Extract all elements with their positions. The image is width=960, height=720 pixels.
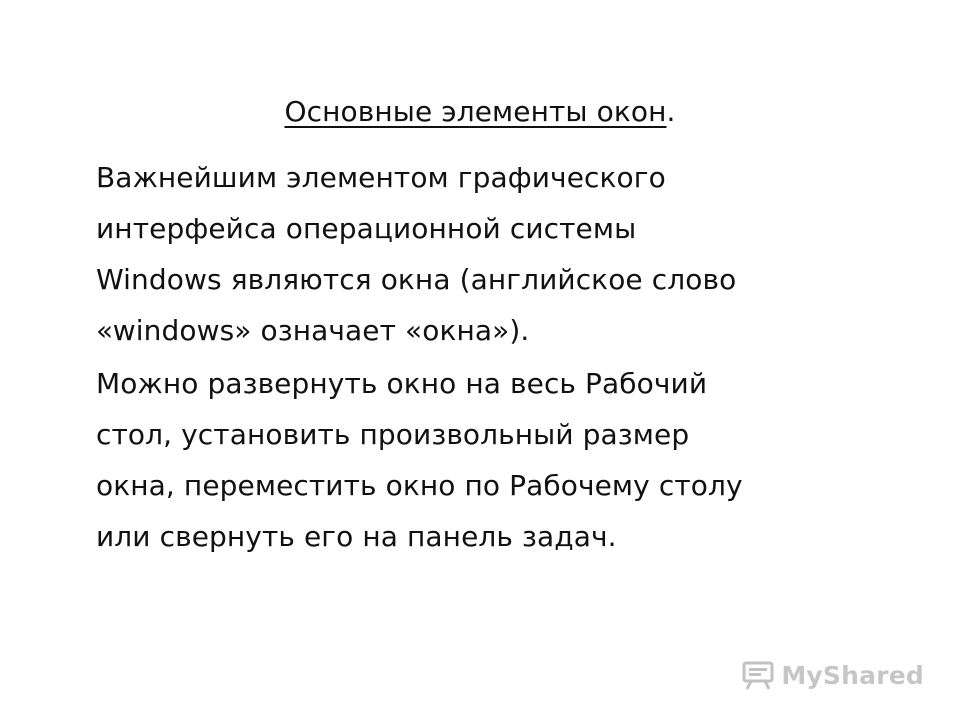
paragraph-line: «windows» означает «окна»). xyxy=(96,314,530,347)
watermark-logo xyxy=(741,660,924,690)
paragraph-window-actions xyxy=(96,358,896,562)
watermark-text: MyShared xyxy=(781,660,924,690)
presentation-board-icon xyxy=(741,660,775,690)
slide-title-underlined: Основные элементы окон xyxy=(284,95,667,128)
paragraph-line: Можно развернуть окно на весь Рабочий xyxy=(96,367,708,400)
slide-title-period: . xyxy=(666,95,676,128)
paragraph-line: окна, переместить окно по Рабочему столу xyxy=(96,469,743,502)
paragraph-windows-definition xyxy=(96,152,896,356)
paragraph-line: Важнейшим элементом графического xyxy=(96,161,666,194)
paragraph-line: или свернуть его на панель задач. xyxy=(96,520,617,553)
slide-title xyxy=(0,92,960,132)
paragraph-line: стол, установить произвольный размер xyxy=(96,418,690,451)
paragraph-line: интерфейса операционной системы xyxy=(96,212,637,245)
paragraph-line: Windows являются окна (английское слово xyxy=(96,263,737,296)
